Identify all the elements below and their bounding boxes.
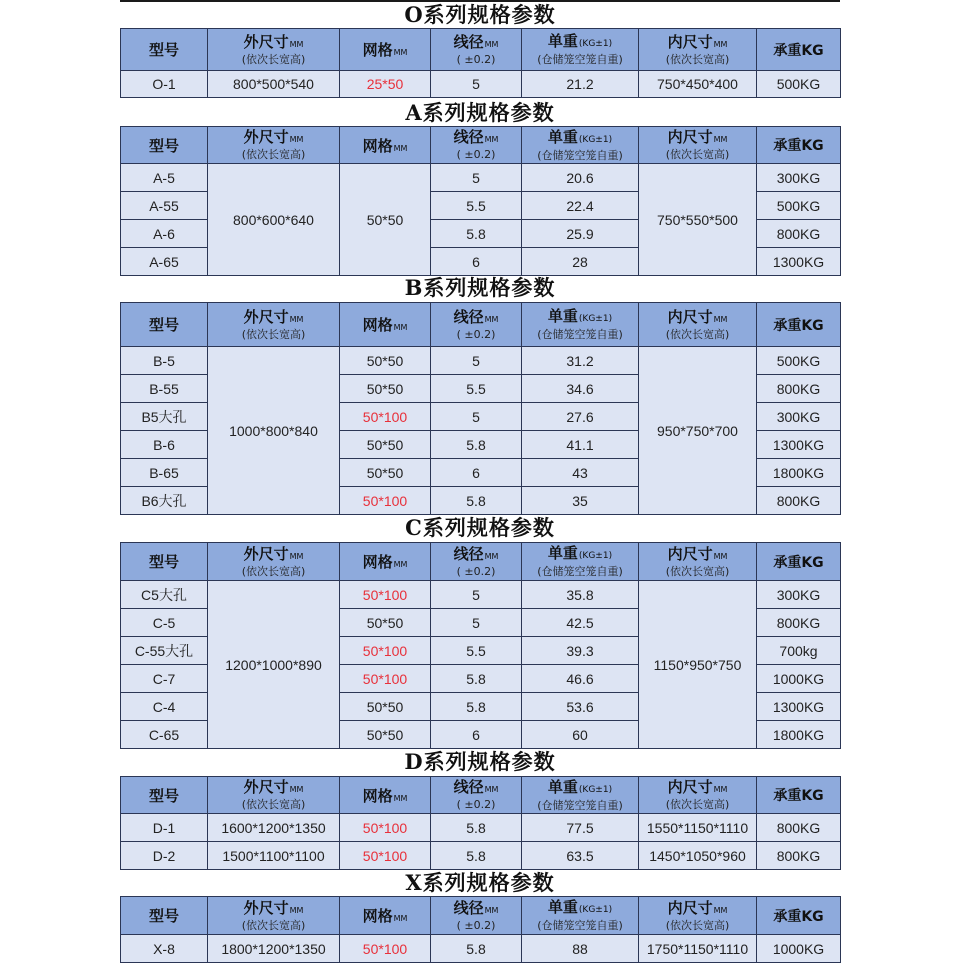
cell-load: 300KG: [757, 581, 841, 609]
cell-model: C-55大孔: [121, 637, 208, 665]
series-d-table: [120, 776, 841, 870]
header-inner-size: 内尺寸MM (依次长宽高): [639, 543, 757, 581]
series-b-title: B系列规格参数: [404, 275, 556, 300]
series-c-table: [120, 542, 841, 749]
header-unit-weight: 单重(KG±1) (仓储笼空笼自重): [522, 127, 639, 164]
header-row: [121, 29, 841, 71]
cell-weight: 43: [522, 459, 639, 487]
header-wire-diameter: 线径MM ( ±0.2): [431, 777, 522, 814]
cell-weight: 27.6: [522, 403, 639, 431]
cell-model: X-8: [121, 935, 208, 963]
cell-model: C-5: [121, 609, 208, 637]
cell-weight: 31.2: [522, 347, 639, 375]
cell-wire: 5: [431, 609, 522, 637]
header-wire-diameter: 线径MM ( ±0.2): [431, 29, 522, 71]
cell-weight: 46.6: [522, 665, 639, 693]
header-mesh: 网格MM: [340, 543, 431, 581]
header-wire-diameter: 线径MM ( ±0.2): [431, 303, 522, 347]
cell-load: 800KG: [757, 220, 841, 248]
series-c-section: [120, 514, 840, 749]
cell-weight: 28: [522, 248, 639, 276]
cell-wire: 5.5: [431, 192, 522, 220]
table-row: [121, 842, 841, 870]
header-outer-size: 外尺寸MM (依次长宽高): [208, 303, 340, 347]
header-row: [121, 777, 841, 814]
cell-wire: 5: [431, 347, 522, 375]
cell-model: O-1: [121, 71, 208, 98]
header-row: [121, 127, 841, 164]
header-row: [121, 897, 841, 935]
table-row: [121, 814, 841, 842]
cell-mesh: 50*50: [340, 693, 431, 721]
cell-model: A-6: [121, 220, 208, 248]
series-a-section: [120, 97, 840, 276]
cell-wire: 5.5: [431, 637, 522, 665]
header-outer-size: 外尺寸MM (依次长宽高): [208, 897, 340, 935]
series-x-section: [120, 869, 840, 963]
cell-inner-size: 750*550*500: [639, 164, 757, 276]
cell-wire: 5: [431, 403, 522, 431]
cell-weight: 77.5: [522, 814, 639, 842]
cell-model: C-7: [121, 665, 208, 693]
series-b-section: [120, 274, 840, 515]
cell-load: 500KG: [757, 71, 841, 98]
cell-weight: 21.2: [522, 71, 639, 98]
series-b-table: [120, 302, 841, 515]
cell-load: 800KG: [757, 814, 841, 842]
cell-weight: 20.6: [522, 164, 639, 192]
series-d-section: [120, 748, 840, 870]
cell-weight: 35: [522, 487, 639, 515]
header-inner-size: 内尺寸MM (依次长宽高): [639, 897, 757, 935]
cell-mesh: 50*50: [340, 609, 431, 637]
cell-model: B-55: [121, 375, 208, 403]
cell-wire: 5: [431, 164, 522, 192]
cell-inner-size: 750*450*400: [639, 71, 757, 98]
cell-load: 1000KG: [757, 665, 841, 693]
header-outer-size: 外尺寸MM (依次长宽高): [208, 543, 340, 581]
cell-model: B-5: [121, 347, 208, 375]
cell-wire: 6: [431, 248, 522, 276]
cell-model: B-6: [121, 431, 208, 459]
header-wire-diameter: 线径MM ( ±0.2): [431, 127, 522, 164]
table-row: [121, 347, 841, 375]
cell-weight: 88: [522, 935, 639, 963]
cell-wire: 6: [431, 721, 522, 749]
header-model: 型号: [121, 127, 208, 164]
cell-wire: 5.8: [431, 842, 522, 870]
cell-model: A-5: [121, 164, 208, 192]
cell-model: C5大孔: [121, 581, 208, 609]
cell-load: 1800KG: [757, 459, 841, 487]
cell-mesh: 25*50: [340, 71, 431, 98]
cell-load: 300KG: [757, 403, 841, 431]
cell-inner-size: 1150*950*750: [639, 581, 757, 749]
cell-outer-size: 1500*1100*1100: [208, 842, 340, 870]
series-o-section: [120, 0, 840, 98]
cell-wire: 5.8: [431, 220, 522, 248]
header-mesh: 网格MM: [340, 303, 431, 347]
header-mesh: 网格MM: [340, 127, 431, 164]
cell-mesh: 50*50: [340, 347, 431, 375]
cell-weight: 63.5: [522, 842, 639, 870]
cell-mesh: 50*100: [340, 637, 431, 665]
header-outer-size: 外尺寸MM (依次长宽高): [208, 29, 340, 71]
header-unit-weight: 单重(KG±1) (仓储笼空笼自重): [522, 897, 639, 935]
cell-load: 800KG: [757, 375, 841, 403]
cell-weight: 60: [522, 721, 639, 749]
table-row: [121, 935, 841, 963]
cell-mesh: 50*100: [340, 487, 431, 515]
header-load: 承重KG: [757, 303, 841, 347]
cell-weight: 35.8: [522, 581, 639, 609]
header-wire-diameter: 线径MM ( ±0.2): [431, 897, 522, 935]
cell-weight: 25.9: [522, 220, 639, 248]
cell-weight: 42.5: [522, 609, 639, 637]
cell-wire: 5.8: [431, 935, 522, 963]
cell-inner-size: 1450*1050*960: [639, 842, 757, 870]
table-row: [121, 71, 841, 98]
cell-model: D-1: [121, 814, 208, 842]
series-o-table: [120, 28, 841, 98]
header-unit-weight: 单重(KG±1) (仓储笼空笼自重): [522, 543, 639, 581]
cell-mesh: 50*100: [340, 814, 431, 842]
cell-load: 1300KG: [757, 431, 841, 459]
cell-wire: 5.8: [431, 693, 522, 721]
cell-wire: 5.8: [431, 665, 522, 693]
header-inner-size: 内尺寸MM (依次长宽高): [639, 777, 757, 814]
cell-mesh: 50*50: [340, 375, 431, 403]
cell-mesh: 50*50: [340, 431, 431, 459]
header-model: 型号: [121, 897, 208, 935]
series-d-title: D系列规格参数: [404, 749, 556, 774]
header-mesh: 网格MM: [340, 777, 431, 814]
cell-load: 800KG: [757, 487, 841, 515]
header-row: [121, 543, 841, 581]
cell-outer-size: 1000*800*840: [208, 347, 340, 515]
header-mesh: 网格MM: [340, 29, 431, 71]
series-o-title: O系列规格参数: [404, 2, 556, 27]
cell-model: B5大孔: [121, 403, 208, 431]
header-inner-size: 内尺寸MM (依次长宽高): [639, 303, 757, 347]
header-model: 型号: [121, 29, 208, 71]
cell-outer-size: 800*600*640: [208, 164, 340, 276]
cell-model: B6大孔: [121, 487, 208, 515]
header-inner-size: 内尺寸MM (依次长宽高): [639, 127, 757, 164]
series-c-title: C系列规格参数: [405, 515, 555, 540]
header-unit-weight: 单重(KG±1) (仓储笼空笼自重): [522, 777, 639, 814]
cell-wire: 6: [431, 459, 522, 487]
header-model: 型号: [121, 777, 208, 814]
cell-wire: 5.8: [431, 431, 522, 459]
cell-model: C-65: [121, 721, 208, 749]
cell-load: 1300KG: [757, 693, 841, 721]
cell-outer-size: 1800*1200*1350: [208, 935, 340, 963]
series-a-table: [120, 126, 841, 276]
cell-model: A-65: [121, 248, 208, 276]
series-x-table: [120, 896, 841, 963]
cell-mesh: 50*100: [340, 581, 431, 609]
table-row: [121, 164, 841, 192]
header-wire-diameter: 线径MM ( ±0.2): [431, 543, 522, 581]
cell-inner-size: 950*750*700: [639, 347, 757, 515]
cell-wire: 5.5: [431, 375, 522, 403]
cell-weight: 53.6: [522, 693, 639, 721]
cell-model: B-65: [121, 459, 208, 487]
header-load: 承重KG: [757, 29, 841, 71]
cell-weight: 41.1: [522, 431, 639, 459]
cell-outer-size: 800*500*540: [208, 71, 340, 98]
cell-wire: 5.8: [431, 814, 522, 842]
series-x-title: X系列规格参数: [405, 870, 555, 895]
cell-outer-size: 1200*1000*890: [208, 581, 340, 749]
table-row: [121, 581, 841, 609]
header-inner-size: 内尺寸MM (依次长宽高): [639, 29, 757, 71]
cell-wire: 5: [431, 581, 522, 609]
cell-wire: 5.8: [431, 487, 522, 515]
cell-inner-size: 1750*1150*1110: [639, 935, 757, 963]
header-unit-weight: 单重(KG±1) (仓储笼空笼自重): [522, 29, 639, 71]
header-load: 承重KG: [757, 897, 841, 935]
cell-load: 1000KG: [757, 935, 841, 963]
cell-inner-size: 1550*1150*1110: [639, 814, 757, 842]
cell-mesh: 50*50: [340, 459, 431, 487]
header-load: 承重KG: [757, 127, 841, 164]
header-row: [121, 303, 841, 347]
cell-load: 800KG: [757, 609, 841, 637]
cell-mesh: 50*100: [340, 842, 431, 870]
cell-weight: 22.4: [522, 192, 639, 220]
header-unit-weight: 单重(KG±1) (仓储笼空笼自重): [522, 303, 639, 347]
header-load: 承重KG: [757, 777, 841, 814]
cell-mesh: 50*50: [340, 164, 431, 276]
cell-weight: 39.3: [522, 637, 639, 665]
cell-outer-size: 1600*1200*1350: [208, 814, 340, 842]
cell-load: 700kg: [757, 637, 841, 665]
cell-mesh: 50*50: [340, 721, 431, 749]
header-outer-size: 外尺寸MM (依次长宽高): [208, 127, 340, 164]
cell-mesh: 50*100: [340, 403, 431, 431]
header-mesh: 网格MM: [340, 897, 431, 935]
cell-wire: 5: [431, 71, 522, 98]
cell-model: C-4: [121, 693, 208, 721]
cell-model: D-2: [121, 842, 208, 870]
cell-load: 1300KG: [757, 248, 841, 276]
header-model: 型号: [121, 303, 208, 347]
series-a-title: A系列规格参数: [405, 100, 555, 125]
cell-mesh: 50*100: [340, 935, 431, 963]
cell-load: 300KG: [757, 164, 841, 192]
header-outer-size: 外尺寸MM (依次长宽高): [208, 777, 340, 814]
cell-weight: 34.6: [522, 375, 639, 403]
cell-load: 500KG: [757, 192, 841, 220]
header-load: 承重KG: [757, 543, 841, 581]
cell-load: 800KG: [757, 842, 841, 870]
cell-load: 500KG: [757, 347, 841, 375]
cell-model: A-55: [121, 192, 208, 220]
cell-load: 1800KG: [757, 721, 841, 749]
cell-mesh: 50*100: [340, 665, 431, 693]
header-model: 型号: [121, 543, 208, 581]
